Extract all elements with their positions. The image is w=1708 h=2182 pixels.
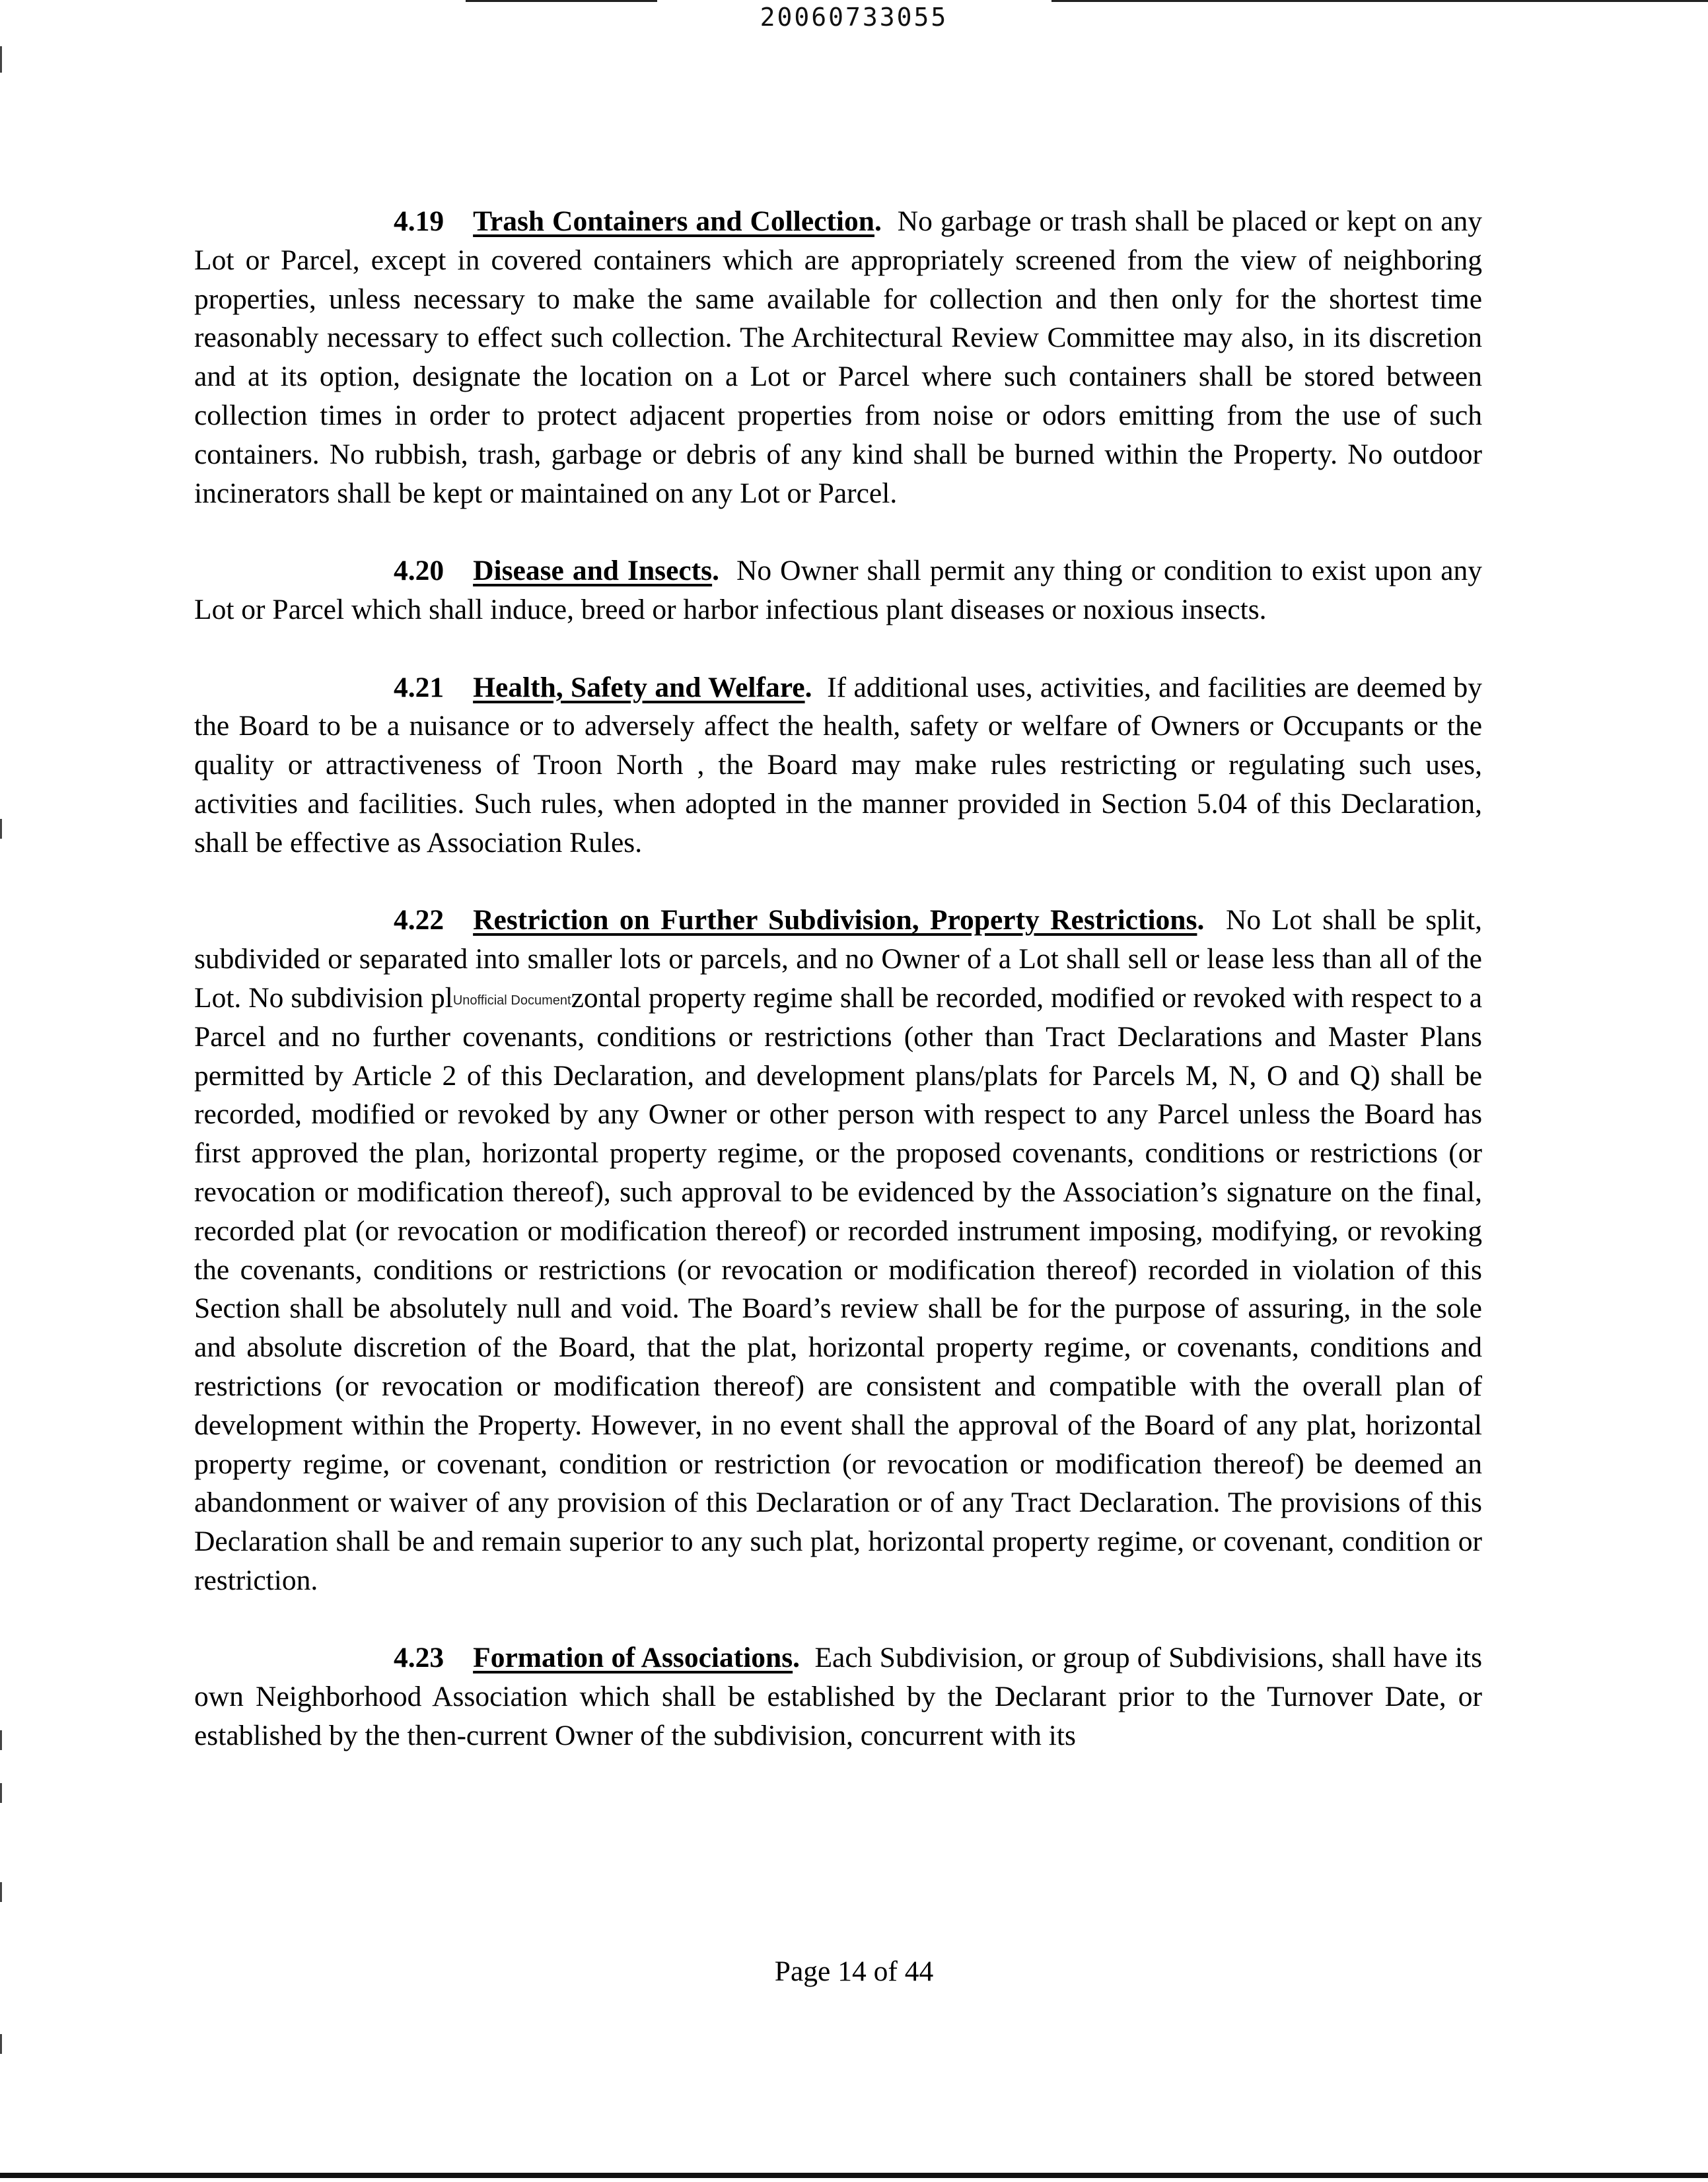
section-text: If additional uses, activities, and facilities are deemed by the Board to be a nuisance or to adversely affect the health, safety or welfare of Owners or Occupants or the quality or attractiveness of Troon North , the Board may make rules restricting or regulating such uses, activities and facilities. Such rules, when adopted in the manner provided in Section 5.04 of this Declaration, shall be effective as Association Rules.: [194, 671, 1482, 859]
section-text: No Lot shall be split, subdivided or separated into smaller lots or parcels, and no Owner of a Lot shall sell or lease less than all of the Lot. No subdivision pl: [194, 904, 1483, 1014]
top-scan-line-right: [1051, 0, 1708, 2]
scan-edge-mark: [0, 46, 2, 73]
section-paragraph: 4.20 Disease and Insects. No Owner shall permit any thing or condition to exist upon any Lot or Parcel which shall induce, breed or harbor infectious plant diseases or noxious insects.: [194, 555, 1482, 625]
document-number: 20060733055: [760, 3, 948, 32]
section-text: No Owner shall permit any thing or condition to exist upon any Lot or Parcel which shall induce, breed or harbor infectious plant diseases or noxious insects.: [194, 555, 1482, 625]
document-body: [194, 202, 1482, 1794]
scan-edge-mark: [0, 2034, 2, 2054]
section-title: Restriction on Further Subdivision, Property Restrictions: [473, 904, 1197, 936]
section-title: Disease and Insects: [473, 555, 713, 587]
page-number: Page 14 of 44: [774, 1955, 934, 1987]
section-title: Health, Safety and Welfare: [473, 671, 805, 703]
section-number: 4.22: [394, 904, 445, 936]
section-text-continued: zontal property regime shall be recorded, modified or revoked with respect to a Parcel and no further covenants, conditions or restrictions (other than Tract Declarations and Master Plans permitted by Article 2 of this Declaration, and development plans/plats for Parcels M, N, O and Q) shall be recorded, modified or revoked by any Owner or other person with respect to any Parcel unless the Board has first approved the plan, horizontal property regime, or the proposed covenants, conditions or restrictions (or revocation or modification thereof), such approval to be evidenced by the Association’s signature on the final, recorded plat (or revocation or modification thereof) or recorded instrument imposing, modifying, or revoking the covenants, conditions or restrictions (or revocation or modification thereof) recorded in violation of this Section shall be absolutely null and void. The Board’s review shall be for the purpose of assuring, in the sole and absolute discretion of the Board, that the plat, horizontal property regime, or covenants, conditions and restrictions (or revocation or modification thereof) are consistent and compatible with the overall plan of development within the Property. However, in no event shall the approval of the Board of any plat, horizontal property regime, or covenant, condition or restriction (or revocation or modification thereof) be deemed an abandonment or waiver of any provision of this Declaration or of any Tract Declaration. The provisions of this Declaration shall be and remain superior to any such plat, horizontal property regime, or covenant, condition or restriction.: [194, 981, 1482, 1596]
section-number: 4.20: [394, 555, 445, 587]
section-paragraph: 4.23 Formation of Associations. Each Subdivision, or group of Subdivisions, shall have its own Neighborhood Association which shall be established by the Declarant prior to the Turnover Date, or established by the then-current Owner of the subdivision, concurrent with its: [194, 1642, 1482, 1752]
bottom-scan-border: [0, 2173, 1708, 2178]
section-paragraph: 4.22 Restriction on Further Subdivision, Property Restrictions. No Lot shall be split, subdivided or separated into smaller lots or parcels, and no Owner of a Lot shall sell or lease less than all of the Lot. No subdivision plUnofficial Documentzontal property regime shall be recorded, modified or revoked with respect to a Parcel and no further covenants, conditions or restrictions (other than Tract Declarations and Master Plans permitted by Article 2 of this Declaration, and development plans/plats for Parcels M, N, O and Q) shall be recorded, modified or revoked by any Owner or other person with respect to any Parcel unless the Board has first approved the plan, horizontal property regime, or the proposed covenants, conditions or restrictions (or revocation or modification thereof), such approval to be evidenced by the Association’s signature on the final, recorded plat (or revocation or modification thereof) or recorded instrument imposing, modifying, or revoking the covenants, conditions or restrictions (or revocation or modification thereof) recorded in violation of this Section shall be absolutely null and void. The Board’s review shall be for the purpose of assuring, in the sole and absolute discretion of the Board, that the plat, horizontal property regime, or covenants, conditions and restrictions (or revocation or modification thereof) are consistent and compatible with the overall plan of development within the Property. However, in no event shall the approval of the Board of any plat, horizontal property regime, or covenant, condition or restriction (or revocation or modification thereof) be deemed an abandonment or waiver of any provision of this Declaration or of any Tract Declaration. The provisions of this Declaration shall be and remain superior to any such plat, horizontal property regime, or covenant, condition or restriction.: [194, 904, 1483, 1596]
scan-edge-mark: [0, 1730, 2, 1750]
section-title: Formation of Associations: [473, 1642, 793, 1674]
section-title: Trash Containers and Collection: [473, 205, 874, 237]
section-number: 4.23: [394, 1642, 445, 1674]
section-text: Each Subdivision, or group of Subdivisions, shall have its own Neighborhood Association which shall be established by the Declarant prior to the Turnover Date, or established by the then-current Owner of the subdivision, concurrent with its: [194, 1642, 1482, 1752]
section-paragraph: 4.21 Health, Safety and Welfare. If additional uses, activities, and facilities are deemed by the Board to be a nuisance or to adversely affect the health, safety or welfare of Owners or Occupants or the quality or attractiveness of Troon North , the Board may make rules restricting or regulating such uses, activities and facilities. Such rules, when adopted in the manner provided in Section 5.04 of this Declaration, shall be effective as Association Rules.: [194, 671, 1482, 859]
scan-edge-mark: [0, 1882, 2, 1902]
section-paragraph: 4.19 Trash Containers and Collection. No garbage or trash shall be placed or kept on any Lot or Parcel, except in covered containers which are appropriately screened from the view of neighboring properties, unless necessary to make the same available for collection and then only for the shortest time reasonably necessary to effect such collection. The Architectural Review Committee may also, in its discretion and at its option, designate the location on a Lot or Parcel where such containers shall be stored between collection times in order to protect adjacent properties from noise or odors emitting from the use of such containers. No rubbish, trash, garbage or debris of any kind shall be burned within the Property. No outdoor incinerators shall be kept or maintained on any Lot or Parcel.: [194, 205, 1482, 509]
section-text: No garbage or trash shall be placed or kept on any Lot or Parcel, except in covered containers which are appropriately screened from the view of neighboring properties, unless necessary to make the same available for collection and then only for the shortest time reasonably necessary to effect such collection. The Architectural Review Committee may also, in its discretion and at its option, designate the location on a Lot or Parcel where such containers shall be stored between collection times in order to protect adjacent properties from noise or odors emitting from the use of such containers. No rubbish, trash, garbage or debris of any kind shall be burned within the Property. No outdoor incinerators shall be kept or maintained on any Lot or Parcel.: [194, 205, 1482, 509]
unofficial-document-watermark: Unofficial Document: [452, 993, 571, 1008]
scan-edge-mark: [0, 819, 2, 839]
scan-edge-mark: [0, 1783, 2, 1803]
top-scan-line-left: [466, 0, 657, 2]
section-number: 4.21: [394, 671, 445, 703]
section-number: 4.19: [394, 205, 445, 237]
